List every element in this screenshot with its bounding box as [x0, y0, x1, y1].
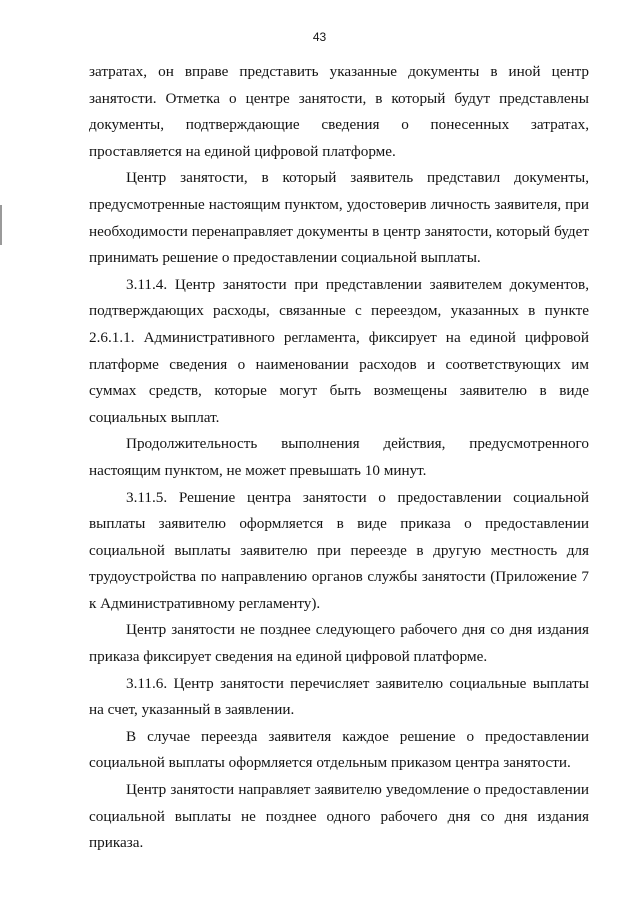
paragraph-order-registration: Центр занятости не позднее следующего рабочего дня со дня издания приказа фиксирует сведения на единой цифровой платформе. [89, 621, 589, 666]
page-number: 43 [312, 30, 327, 44]
paragraph-3-11-5: 3.11.5. Решение центра занятости о предоставлении социальной выплаты заявителю оформляется в виде приказа о предоставлении социальной выплаты заявителю при переезде в другую местность для трудоустройства по направлению органов службы занятости (Приложение 7 к Административному регламенту). [89, 488, 589, 612]
paragraph-notification: Центр занятости направляет заявителю уведомление о предоставлении социальной выплаты не позднее одного рабочего дня со дня издания приказа. [89, 781, 589, 852]
paragraph-relocation-order: В случае переезда заявителя каждое решение о предоставлении социальной выплаты оформляется отдельным приказом центра занятости. [89, 727, 589, 772]
document-body [89, 59, 589, 857]
paragraph-3-11-6: 3.11.6. Центр занятости перечисляет заявителю социальные выплаты на счет, указанный в заявлении. [89, 674, 589, 719]
scan-edge-mark [0, 205, 2, 245]
paragraph-3-11-4: 3.11.4. Центр занятости при представлении заявителем документов, подтверждающих расходы, связанные с переездом, указанных в пункте 2.6.1.1. Административного регламента, фиксирует на единой цифровой платформе сведения о наименовании расходов и соответствующих им суммах средств, которые могут быть возмещены заявителю в виде социальных выплат. [89, 275, 589, 426]
paragraph-document-redirect: Центр занятости, в который заявитель представил документы, предусмотренные настоящим пунктом, удостоверив личность заявителя, при необходимости перенаправляет документы в центр занятости, который будет принимать решение о предоставлении социальной выплаты. [89, 169, 589, 267]
paragraph-duration: Продолжительность выполнения действия, предусмотренного настоящим пунктом, не может превышать 10 минут. [89, 435, 589, 479]
paragraph-continuation: затратах, он вправе представить указанные документы в иной центр занятости. Отметка о центре занятости, в который будут представлены документы, подтверждающие сведения о понесенных затратах, проставляется на единой цифровой платформе. [89, 63, 589, 160]
